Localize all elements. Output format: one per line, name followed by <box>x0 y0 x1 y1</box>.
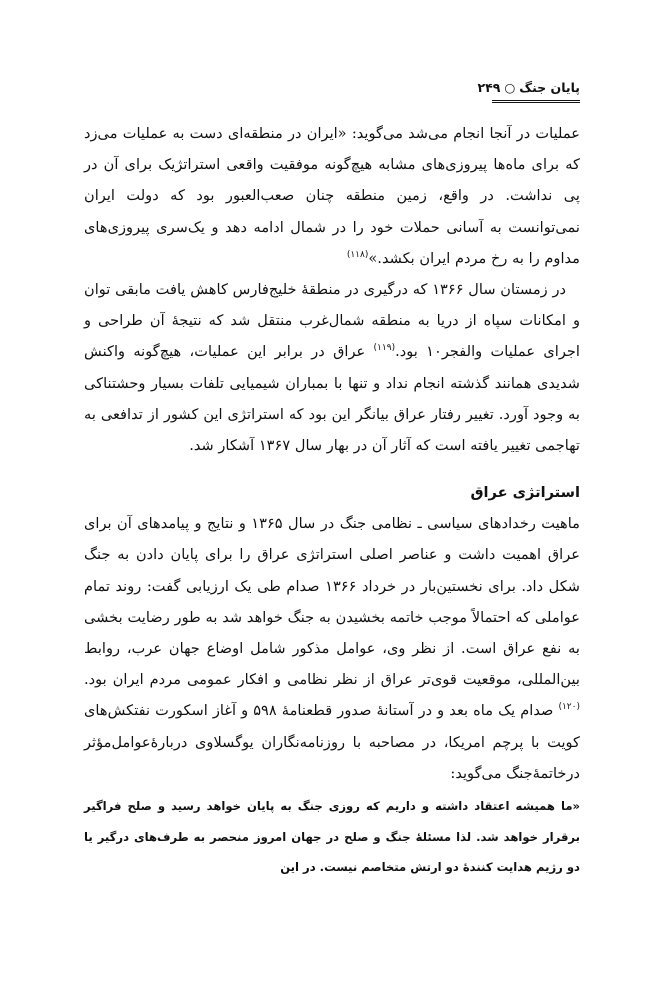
footnote-ref-118: (۱۱۸) <box>346 249 369 260</box>
paragraph-3-text-a: ماهیت رخدادهای سیاسی ـ نظامی جنگ در سال ۱۳۶۵ و نتایج و پیامدهای آن برای عراق اهمیت داشت و عناصر اصلی استراتژی عراق را برای پایان دادن به جنگ شکل داد. برای نخستین‌بار در خرداد ۱۳۶۶ صدام طی یک ارزیابی گفت: روند تمام عواملی که احتمالاً موجب خاتمه بخشیدن به جنگ خواهد شد به طور رضایت بخشی به نفع عراق است. از نظر وی، عوامل مذکور شامل اوضاع جهان عرب، روابط بین‌المللی، موقعیت قوی‌تر عراق از نظر نظامی و افکار عمومی مردم ایران بود. <box>84 515 580 689</box>
paragraph-2-text-a: در زمستان سال ۱۳۶۶ که درگیری در منطقهٔ خلیج‌فارس کاهش یافت مابقی توان و امکانات سپاه از دریا به منطقه شمال‌غرب منتقل شد که نتیجهٔ آن طراحی و اجرای عملیات والفجر۱۰ بود. <box>84 281 580 361</box>
paragraph-1-text: عملیات در آنجا انجام می‌شد می‌گوید: «ایران در منطقه‌ای دست به عملیات می‌زد که برای ماه‌ها پیروزی‌های مشابه هیچ‌گونه موفقیت واقعی استراتژیک برای آن در پی نداشت. در واقع، زمین منطقه چنان صعب‌العبور بود که دولت ایران نمی‌توانست به آسانی حملات خود را در شمال ادامه دهد و یک‌سری پیروزی‌های مداوم را به رخ مردم ایران بکشد.» <box>84 125 580 267</box>
block-quote: «ما همیشه اعتقاد داشته و داریم که روزی جنگ به پایان خواهد رسید و صلح فراگیر برقرار خواهد شد. لذا مسئلهٔ جنگ و صلح در جهان امروز منحصر به طرف‌های درگیر یا دو رژیم هدایت کنندهٔ دو ارتش متخاصم نیست. در این <box>84 799 580 875</box>
paragraph-2-text-b: عراق در برابر این عملیات، هیچ‌گونه واکنش شدیدی همانند گذشته انجام نداد و تنها با بمباران شیمیایی تلفات بسیار وحشتناکی به وجود آورد. تغییر رفتار عراق بیانگر این بود که استراتژی این کشور از تدافعی به تهاجمی تغییر یافته است که آثار آن در بهار سال ۱۳۶۷ آشکار شد. <box>84 343 580 455</box>
header-separator: ○ <box>504 80 516 95</box>
book-title: پایان جنگ <box>519 80 580 95</box>
header-rule <box>492 100 580 103</box>
paragraph-1 <box>84 118 580 274</box>
footnote-ref-119: (۱۱۹) <box>373 343 396 354</box>
page-number: ۲۴۹ <box>477 80 501 95</box>
paragraph-3 <box>84 508 580 789</box>
page-body <box>84 118 580 883</box>
paragraph-2 <box>84 274 580 461</box>
footnote-ref-120: (۱۲۰) <box>558 702 580 713</box>
paragraph-3-text-b: صدام یک ماه بعد و در آستانهٔ صدور قطعنامهٔ ۵۹۸ و آغاز اسکورت نفتکش‌های کویت با پرچم امریکا، در مصاحبه با روزنامه‌نگاران یوگسلاوی دربارهٔ‌عوامل‌مؤثر درخاتمهٔ‌جنگ می‌گوید: <box>84 702 580 782</box>
running-header <box>477 80 580 95</box>
section-heading: استراتژی عراق <box>470 484 580 502</box>
